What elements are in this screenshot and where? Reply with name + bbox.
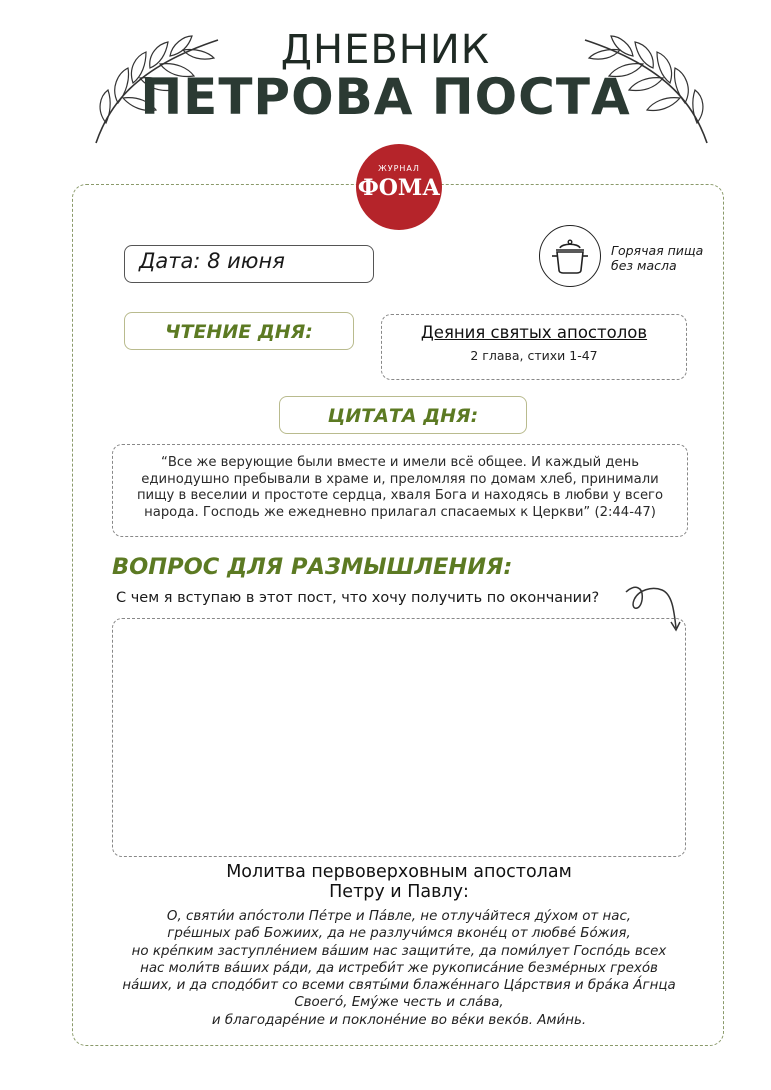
quote-line: народа. Господь же ежедневно прилагал спасаемых к Церкви” (2:44-47) — [144, 504, 656, 520]
prayer-line: на́ших, и да сподо́бит со всеми святы́ми блаже́ннаго Ца́рствия и бра́ка А́гнца — [122, 978, 676, 994]
reflection-question: С чем я вступаю в этот пост, что хочу получить по окончании? — [116, 590, 600, 606]
food-note-line1: Горячая пища — [611, 243, 704, 258]
reading-book: Деяния святых апостолов — [420, 323, 648, 342]
logo-name: ФОМА — [357, 175, 441, 201]
prayer-line: Своего́, Ему́же честь и сла́ва, — [294, 995, 504, 1011]
prayer-text — [100, 908, 698, 1029]
date-field: Дата: 8 июня — [124, 245, 374, 283]
reading-label: ЧТЕНИЕ ДНЯ: — [124, 312, 354, 350]
pot-icon-circle — [539, 225, 601, 287]
quote-line: пищу в веселии и простоте сердца, хваля Бога и находясь в любви у всего — [136, 488, 664, 503]
quote-label: ЦИТАТА ДНЯ: — [279, 396, 527, 434]
food-note — [611, 243, 731, 273]
prayer-title — [112, 862, 686, 902]
prayer-title-line2: Петру и Павлу: — [329, 882, 469, 902]
reflection-heading: ВОПРОС ДЛЯ РАЗМЫШЛЕНИЯ: — [112, 554, 513, 580]
quote-box — [112, 444, 688, 537]
answer-area[interactable] — [112, 618, 686, 857]
prayer-line: О, святи́и апо́столи Пе́тре и Па́вле, не отлуча́йтеся ду́хом от нас, — [166, 909, 632, 924]
reading-reference — [381, 314, 687, 380]
prayer-line: но кре́пким заступле́нием ва́шим нас защити́те, да поми́лует Госпо́дь всех — [131, 943, 667, 959]
title-line-2: ПЕТРОВА ПОСТА — [140, 68, 631, 126]
prayer-line: и благодаре́ние и поклоне́ние во ве́ки веко́в. Ами́нь. — [211, 1012, 587, 1028]
logo-top-text: ЖУРНАЛ — [378, 164, 420, 173]
prayer-line: гре́шных раб Божиих, да не разлучи́мся вконе́ц от любве́ Бо́жия, — [167, 926, 631, 942]
prayer-title-line1: Молитва первоверховным апостолам — [226, 862, 572, 882]
pot-icon — [540, 226, 600, 286]
prayer-line: нас моли́тв ва́ших ра́ди, да истреби́т же рукописа́ние безме́рных грехо́в — [140, 960, 658, 976]
quote-line: единодушно пребывали в храме и, преломляя по домам хлеб, принимали — [141, 471, 659, 487]
foma-logo — [356, 144, 442, 230]
food-note-line2: без масла — [611, 258, 677, 273]
reading-verses: 2 глава, стихи 1-47 — [470, 348, 598, 363]
quote-line: “Все же верующие были вместе и имели всё общее. И каждый день — [161, 455, 639, 470]
title-line-1: ДНЕВНИК — [280, 27, 491, 73]
